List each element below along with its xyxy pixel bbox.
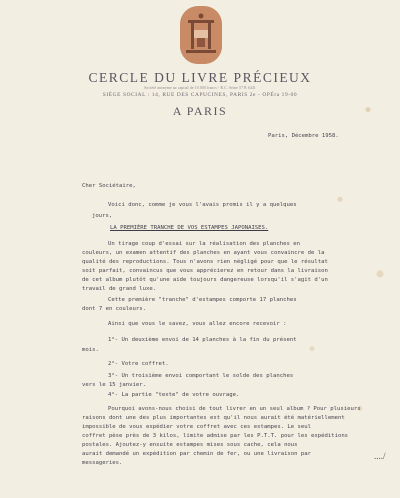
section-heading: LA PREMIÈRE TRANCHE DE VOS ESTAMPES JAPONAISES. bbox=[110, 225, 269, 231]
emblem-logo bbox=[180, 6, 222, 64]
continuation-mark: ..../ bbox=[374, 451, 386, 461]
org-city: A PARIS bbox=[172, 104, 228, 118]
body-line: 3°- Un troisième envoi comportant le solde des planches bbox=[108, 373, 294, 379]
salutation: Cher Sociétaire, bbox=[82, 183, 136, 189]
body-line: couleurs, un examen attentif des planches en ayant vous convaincre de la bbox=[82, 250, 325, 256]
body-line: 2°- Votre coffret. bbox=[108, 361, 169, 367]
body-line: aurait demandé un expédition par chemin de fer, ou une livraison par bbox=[82, 451, 312, 457]
body-line: dont 7 en couleurs. bbox=[82, 306, 146, 312]
body-line: Cette première "tranche" d'estampes comporte 17 planches bbox=[108, 297, 297, 303]
printer-press-icon bbox=[180, 6, 222, 64]
body-line: qualité des reproductions. Tous n'avons rien négligé pour que le résultat bbox=[82, 259, 328, 265]
body-line: mois. bbox=[82, 347, 99, 353]
body-line: Pourquoi avons-nous choisi de tout livrer en un seul album ? Pour plusieurs bbox=[108, 406, 361, 412]
body-line: de cet album plutôt qu'une aide toujours dangereuse lorsqu'il s'agit d'un bbox=[82, 277, 328, 283]
body-line: postales. Ajoutez-y ensuite estampes mises sous cache, cela nous bbox=[82, 442, 298, 448]
org-subtitle: Société anonyme au capital de 10.000 francs - R.C. Seine 57 B 6441 bbox=[144, 86, 256, 90]
body-line: Ainsi que vous le savez, vous allez encore recevoir : bbox=[108, 321, 287, 327]
body-line: 4°- La partie "texte" de votre ouvrage. bbox=[108, 392, 240, 398]
body-line: 1°- Un deuxième envoi de 14 planches à la fin du présent bbox=[108, 337, 297, 343]
body-line: raisons dont une des plus importantes est qu'il nous aurait été matériellement bbox=[82, 415, 345, 421]
body-line: jours, bbox=[92, 213, 113, 219]
body-line: Voici donc, comme je vous l'avais promis il y a quelques bbox=[108, 202, 297, 208]
body-line: messageries. bbox=[82, 460, 123, 466]
body-line: soit parfait, convaincus que vous apprécierez en retour dans la livraison bbox=[82, 268, 328, 274]
body-line: travail de grand luxe. bbox=[82, 286, 157, 292]
body-line: vers le 15 janvier. bbox=[82, 382, 146, 388]
body-line: coffret pèse près de 3 kilos, limite admise par les P.T.T. pour les expéditions bbox=[82, 433, 349, 439]
body-line: Un tirage coup d'essai sur la réalisation des planches en bbox=[108, 241, 300, 247]
date-line: Paris, Décembre 1958. bbox=[268, 133, 339, 139]
body-line: impossible de vous expédier votre coffret avec ces estampes. Le seul bbox=[82, 424, 312, 430]
org-name: CERCLE DU LIVRE PRÉCIEUX bbox=[88, 70, 312, 85]
org-address: SIÈGE SOCIAL : 14, RUE DES CAPUCINES, PARIS 2e - OPÉra 19-00 bbox=[102, 92, 298, 98]
